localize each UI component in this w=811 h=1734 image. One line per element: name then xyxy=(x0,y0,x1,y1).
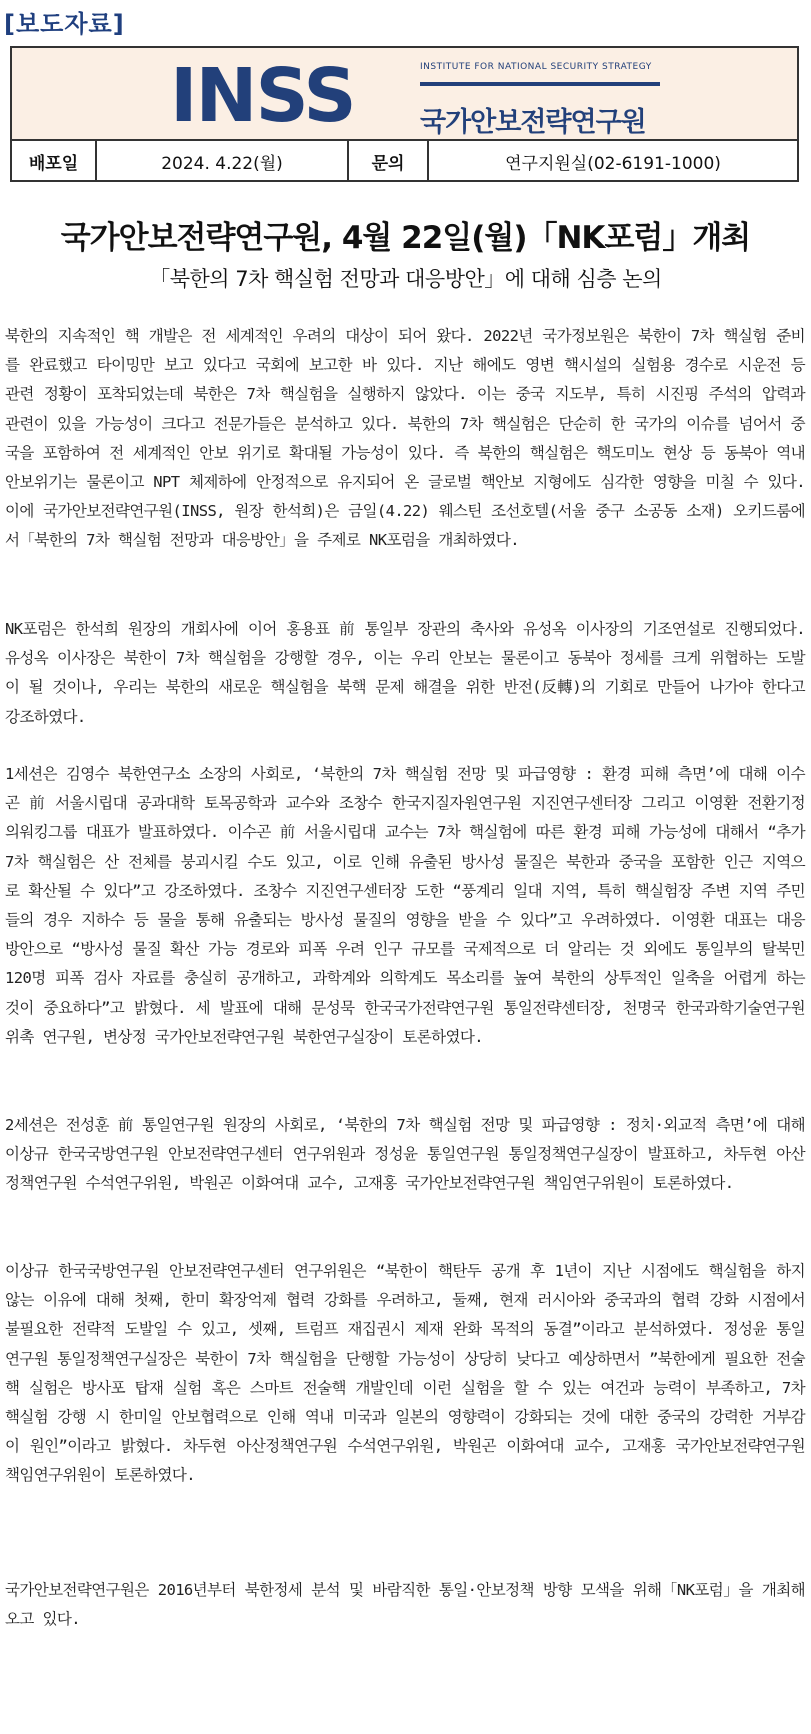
page-title: 국가안보전략연구원, 4월 22일(월)「NK포럼」개최 xyxy=(60,220,751,256)
paragraph-closing: 국가안보전략연구원은 2016년부터 북한정세 분석 및 바람직한 통일·안보정책 방향 모색을 위해「NK포럼」을 개최해오고 있다. xyxy=(5,1581,805,1629)
press-release-tag: [보도자료] xyxy=(4,10,125,38)
date-value: 2024. 4.22(월) xyxy=(97,141,349,182)
info-row xyxy=(12,141,797,182)
logo-korean-name: 국가안보전략연구원 xyxy=(420,107,646,138)
contact-value: 연구지원실(02-6191-1000) xyxy=(505,154,721,174)
date-label: 배포일 xyxy=(12,141,97,182)
contact-label: 문의 xyxy=(349,141,429,182)
page-subtitle: 「북한의 7차 핵실험 전망과 대응방안」에 대해 심층 논의 xyxy=(149,267,662,291)
paragraph-intro: 북한의 지속적인 핵 개발은 전 세계적인 우려의 대상이 되어 왔다. 2022년 국가정보원은 북한이 7차 핵실험 준비를 완료했고 타이밍만 보고 있다고 국회에 보고한 바 있다. 지난 해에도 영변 핵시설의 실험용 경수로 시운전 등 관련 정황이 포착되었는데 북한은 7차 핵실험을 실행하지 않았다. 이는 중국 지도부, 특히 시진핑 주석의 압력과 관련이 있을 가능성이 크다고 전문가들은 분석하고 있다. 북한의 7차 핵실험은 단순히 한 국가의 이슈를 넘어서 중국을 포함하여 전 세계적인 안보 위기로 확대될 가능성이 있다. 즉 북한의 핵실험은 핵도미노 현상 등 동북아 역내 안보위기는 물론이고 NPT 체제하에 안정적으로 유지되어 온 글로벌 핵안보 지형에도 심각한 영향을 미칠 수 있다. 이에 국가안보전략연구원(INSS, 원장 한석희)은 금일(4.22) 웨스틴 조선호텔(서울 중구 소공동 소재) 오키드룸에서「북한의 7차 핵실험 전망과 대응방안」을 주제로 NK포럼을 개최하였다. xyxy=(5,327,805,550)
header-box xyxy=(10,46,799,182)
paragraph-session-2-detail: 이상규 한국국방연구원 안보전략연구센터 연구위원은 “북한이 핵탄두 공개 후 1년이 지난 시점에도 핵실험을 하지 않는 이유에 대해 첫째, 한미 확장억제 협력 강화를 우려하고, 둘째, 현재 러시아와 중국과의 협력 강화 시점에서 불필요한 전략적 도발일 수 있고, 셋째, 트럼프 재집권시 제재 완화 목적의 동결”이라고 분석하였다. 정성윤 통일연구원 통일정책연구실장은 북한이 7차 핵실험을 단행할 가능성이 상당히 낮다고 예상하면서 ”북한에게 필요한 전술핵 실험은 방사포 탑재 실험 혹은 스마트 전술핵 개발인데 이런 실험을 할 수 있는 여건과 능력이 부족하고, 7차 핵실험 강행 시 한미일 안보협력으로 인해 역내 미국과 일본의 영향력이 강화되는 것에 대한 중국의 강력한 거부감이 원인”이라고 밝혔다. 차두현 아산정책연구원 수석연구위원, 박원곤 이화여대 교수, 고재홍 국가안보전략연구원 책임연구위원이 토론하였다. xyxy=(5,1262,805,1485)
paragraph-session-2: 2세션은 전성훈 前 통일연구원 원장의 사회로, ‘북한의 7차 핵실험 전망 및 파급영향 : 정치·외교적 측면’에 대해 이상규 한국국방연구원 안보전략연구센터 연구위원과 정성윤 통일연구원 통일정책연구실장이 발표하고, 차두현 아산정책연구원 수석연구위원, 박원곤 이화여대 교수, 고재홍 국가안보전략연구원 책임연구위원이 토론하였다. xyxy=(5,1116,805,1193)
paragraph-session-1: 1세션은 김영수 북한연구소 소장의 사회로, ‘북한의 7차 핵실험 전망 및 파급영향 : 환경 피해 측면’에 대해 이수곤 前 서울시립대 공과대학 토목공학과 교수와 조창수 한국지질자원연구원 지진연구센터장 그리고 이영환 전환기정의워킹그룹 대표가 발표하였다. 이수곤 前 서울시립대 교수는 7차 핵실험에 따른 환경 피해 가능성에 대해서 “추가 7차 핵실험은 산 전체를 붕괴시킬 수도 있고, 이로 인해 유출된 방사성 물질은 북한과 중국을 포함한 인근 지역으로 확산될 수 있다”고 강조하였다. 조창수 지진연구센터장 도한 “풍계리 일대 지역, 특히 핵실험장 주변 지역 주민들의 경우 지하수 등 물을 통해 유출되는 방사성 물질의 영향을 받을 수 있다”고 우려하였다. 이영환 대표는 대응 방안으로 “방사성 물질 확산 가능 경로와 피폭 우려 인구 규모를 국제적으로 더 알리는 것 외에도 통일부의 탈북민 120명 피폭 검사 자료를 충실히 공개하고, 과학계와 의학계도 목소리를 높여 북한의 상투적인 일축을 어렵게 하는 것이 중요하다”고 밝혔다. 세 발표에 대해 문성묵 한국국가전략연구원 통일전략센터장, 천명국 한국과학기술연구원 위촉 연구원, 변상정 국가안보전략연구원 북한연구실장이 토론하였다. xyxy=(5,765,805,1046)
inss-logo: INSS xyxy=(170,53,355,139)
logo-divider xyxy=(420,82,660,86)
logo-english-name: INSTITUTE FOR NATIONAL SECURITY STRATEGY xyxy=(420,62,652,72)
logo-area xyxy=(12,48,797,141)
paragraph-opening: NK포럼은 한석희 원장의 개회사에 이어 홍용표 前 통일부 장관의 축사와 유성옥 이사장의 기조연설로 진행되었다. 유성옥 이사장은 북한이 7차 핵실험을 강행할 경우, 이는 우리 안보는 물론이고 동북아 정세를 크게 위협하는 도발이 될 것이나, 우리는 북한의 새로운 핵실험을 북핵 문제 해결을 위한 반전(反轉)의 기회로 만들어 나가야 한다고 강조하였다. xyxy=(5,620,805,726)
